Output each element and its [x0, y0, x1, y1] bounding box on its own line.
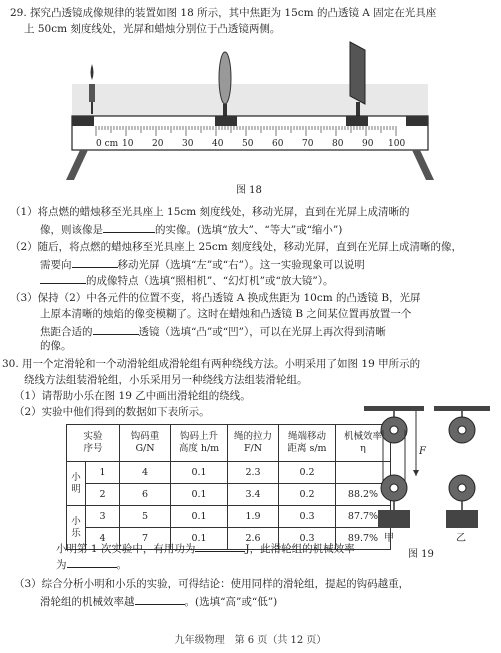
header-efficiency: 机械效率 η: [336, 425, 391, 462]
table-row: [67, 506, 391, 528]
cell: 3.4: [228, 484, 279, 506]
q29-part3-line1: （3）保持（2）中各元件的位置不变，将凸透镜 A 换成焦距为 10cm 的凸透镜 B，光屏: [10, 292, 421, 304]
figure-19-label-jia: 甲: [384, 533, 394, 544]
table-header-row: [67, 425, 391, 462]
q30-stem-line2: 绕线方法组装滑轮组，小乐采用另一种绕线方法组装滑轮组。: [24, 374, 308, 386]
group-xiaoming: 小 明: [67, 462, 86, 506]
answer-blank[interactable]: [67, 556, 117, 568]
ruler-label-60: 60: [272, 139, 284, 149]
ruler-label-80: 80: [332, 139, 344, 149]
table-row: [67, 462, 391, 484]
q29-number: 29.: [10, 7, 27, 19]
cell: 89.7%: [336, 528, 391, 550]
q30-part2: （2）实验中他们得到的数据如下表所示。: [14, 406, 210, 418]
q30-part1: （1）请帮助小乐在图 19 乙中画出滑轮组的绕线。: [14, 390, 251, 402]
ruler-label-100: 100: [388, 139, 406, 149]
cell: 5: [120, 506, 171, 528]
pulley-system-jia: [378, 411, 419, 528]
ruler-label-20: 20: [152, 139, 164, 149]
q30-stem: [2, 357, 482, 372]
answer-blank[interactable]: [72, 256, 118, 268]
cell: 0.3: [279, 528, 336, 550]
answer-blank[interactable]: [93, 323, 139, 335]
cell: 4: [120, 462, 171, 484]
q29-stem-line1: 探究凸透镜成像规律的装置如图 18 所示，其中焦距为 15cm 的凸透镜 A 固定在光具座: [30, 7, 437, 19]
cell: 0.2: [279, 484, 336, 506]
q30-part2-text-a: 小明第 1 次实验中，有用功为: [56, 543, 196, 555]
q30-part2-question-line1: [56, 540, 501, 557]
cell: 0.1: [171, 506, 228, 528]
figure-19-label: 图 19: [408, 549, 434, 560]
q29-part2-line3: [40, 272, 501, 289]
header-trial: 实验 序号: [67, 425, 120, 462]
q30-part3-text-a: 滑轮组的机械效率越: [40, 596, 135, 608]
ruler-label-50: 50: [242, 139, 254, 149]
cell: 0.2: [279, 462, 336, 484]
q29-part3-text-b: 透镜（选填“凸”或“凹”），可以在光屏上再次得到清晰: [138, 326, 386, 338]
cell: 3: [86, 506, 120, 528]
answer-blank[interactable]: [40, 272, 86, 284]
q29-stem: [10, 6, 490, 21]
cell: 2: [86, 484, 120, 506]
q29-part2-line2: [40, 256, 501, 273]
ruler-label-70: 70: [302, 139, 314, 149]
ruler-label-10: 10: [122, 139, 134, 149]
q30-stem-line1: 用一个定滑轮和一个动滑轮组成滑轮组有两种绕线方法。小明采用了如图 19 甲所示的: [22, 358, 421, 370]
header-weight: 钩码重 G/N: [120, 425, 171, 462]
q29-part3-line2: 上原本清晰的烛焰的像变模糊了。这时在蜡烛和凸透镜 B 之间某位置再放置一个: [40, 308, 412, 320]
q29-part1-text-b: 的实像。(选填“放大”、“等大”或“缩小”): [155, 224, 343, 236]
cell: 0.1: [171, 462, 228, 484]
ruler-label-40: 40: [212, 139, 224, 149]
cell: 87.7%: [336, 506, 391, 528]
cell: 0.1: [171, 484, 228, 506]
cell: 88.2%: [336, 484, 391, 506]
cell: 1.9: [228, 506, 279, 528]
header-force: 绳的拉力 F/N: [228, 425, 279, 462]
group-xiaole: 小 乐: [67, 506, 86, 550]
cell: 0.3: [279, 506, 336, 528]
cell: 0.1: [171, 528, 228, 550]
q29-part2-text-a: 需要向: [40, 259, 72, 271]
figure-18-label: 图 18: [236, 185, 262, 196]
q29-part3-line4: 的像。: [40, 340, 72, 352]
cell: 2.6: [228, 528, 279, 550]
q29-part3-line3: [40, 323, 501, 340]
header-height: 钩码上升 高度 h/m: [171, 425, 228, 462]
table-row: [67, 484, 391, 506]
cell: 6: [120, 484, 171, 506]
experiment-data-table: [66, 424, 391, 550]
q30-part3-line2: [40, 593, 501, 610]
q30-part3-line1: （3）综合分析小明和小乐的实验，可得结论：使用同样的滑轮组，提起的钩码越重，: [14, 578, 410, 590]
q29-part1-line2: [40, 221, 501, 238]
q30-number: 30.: [2, 358, 19, 370]
q30-part2-text-b: J，此滑轮组的机械效率: [245, 543, 355, 555]
figure-18-optical-bench: [60, 40, 440, 182]
q30-part3-text-b: 。(选填“高”或“低”): [184, 596, 278, 608]
q29-part2-text-c: 的成像特点（选填“照相机”、“幻灯机”或“放大镜”）。: [86, 275, 334, 287]
q29-part1-line1: （1）将点燃的蜡烛移至光具座上 15cm 刻度线处，移动光屏，直到在光屏上成清晰的: [10, 206, 410, 218]
q29-stem-line2: 上 50cm 刻度线处，光屏和蜡烛分别位于凸透镜两侧。: [24, 23, 281, 35]
force-label-F: F: [419, 446, 426, 457]
ruler-label-90: 90: [362, 139, 374, 149]
cell: 2.3: [228, 462, 279, 484]
cell: 4: [86, 528, 120, 550]
answer-blank[interactable]: [135, 593, 185, 605]
cell: 1: [86, 462, 120, 484]
q30-part2-text-c: 为: [56, 559, 67, 571]
q29-part2-line1: （2）随后，将点燃的蜡烛移至光具座上 25cm 刻度线处，移动光屏，直到在光屏上成清晰的像，: [10, 241, 463, 253]
ruler-label-0: 0 cm: [96, 139, 119, 149]
answer-blank[interactable]: [195, 540, 245, 552]
figure-19-pulleys: [356, 406, 492, 530]
page-footer: 九年级物理 第 6 页（共 12 页）: [174, 635, 327, 646]
q30-part2-text-d: 。: [116, 559, 127, 571]
q30-part2-question-line2: [56, 556, 501, 573]
q29-part3-text-a: 焦距合适的: [40, 326, 93, 338]
ruler-label-30: 30: [182, 139, 194, 149]
q29-part2-text-b: 移动光屏（选填“左”或“右”）。这一实验现象可以说明: [117, 259, 365, 271]
q29-part1-text-a: 像，则该像是: [40, 224, 103, 236]
cell: 7: [120, 528, 171, 550]
header-distance: 绳端移动 距离 s/m: [279, 425, 336, 462]
pulley-system-yi: [446, 411, 478, 528]
figure-19-label-yi: 乙: [456, 533, 466, 544]
answer-blank[interactable]: [103, 221, 155, 233]
